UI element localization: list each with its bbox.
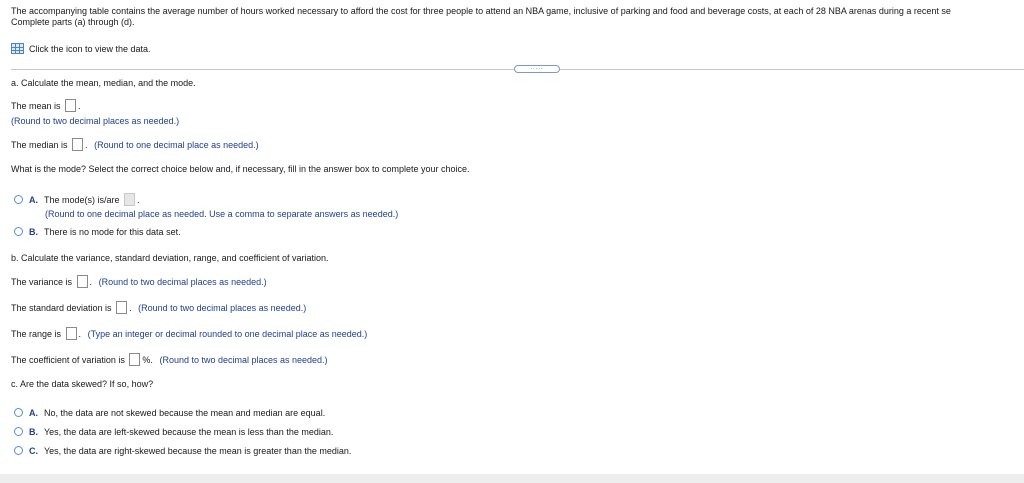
median-hint: (Round to one decimal place as needed.)	[94, 139, 259, 150]
mean-suffix: .	[78, 100, 81, 111]
range-hint: (Type an integer or decimal rounded to one decimal place as needed.)	[87, 328, 368, 339]
cv-suffix: %.	[142, 354, 153, 365]
part-a-heading: a. Calculate the mean, median, and the mode.	[11, 78, 196, 88]
mode-choice-b[interactable]	[14, 227, 181, 237]
data-link-label[interactable]: Click the icon to view the data.	[29, 44, 151, 54]
variance-label: The variance is	[11, 276, 73, 287]
mean-label: The mean is	[11, 100, 61, 111]
mean-input[interactable]	[65, 99, 76, 112]
mode-choice-b-text: There is no mode for this data set.	[44, 227, 181, 237]
mode-choice-b-radio[interactable]	[14, 227, 23, 236]
mode-input[interactable]	[124, 193, 135, 206]
skew-choice-b-text: Yes, the data are left-skewed because the mean is less than the median.	[44, 427, 334, 437]
mode-choice-a-text: The mode(s) is/are	[44, 194, 120, 205]
skew-choice-a-letter: A.	[29, 408, 38, 418]
skew-choice-a-text: No, the data are not skewed because the mean and median are equal.	[44, 408, 326, 418]
skew-choice-a[interactable]	[14, 408, 325, 418]
more-button[interactable]: .....	[514, 65, 560, 73]
mode-choice-a-hint: (Round to one decimal place as needed. Use a comma to separate answers as needed.)	[45, 209, 399, 219]
mean-row	[11, 100, 81, 113]
skew-choice-c-letter: C.	[29, 446, 38, 456]
variance-row	[11, 276, 267, 289]
skew-choice-c[interactable]	[14, 446, 351, 456]
mode-choice-a[interactable]	[14, 194, 140, 207]
skew-choice-b[interactable]	[14, 427, 333, 437]
skew-choice-c-text: Yes, the data are right-skewed because the mean is greater than the median.	[44, 446, 352, 456]
median-row	[11, 139, 259, 152]
skew-choice-b-letter: B.	[29, 427, 38, 437]
variance-input[interactable]	[77, 275, 88, 288]
skew-choice-a-radio[interactable]	[14, 408, 23, 417]
cv-input[interactable]	[129, 353, 140, 366]
table-icon[interactable]	[11, 43, 24, 54]
part-b-heading: b. Calculate the variance, standard deviation, range, and coefficient of variation.	[11, 253, 329, 263]
mode-choice-b-letter: B.	[29, 227, 38, 237]
cv-hint: (Round to two decimal places as needed.)	[159, 354, 328, 365]
sd-input[interactable]	[116, 301, 127, 314]
skew-choice-b-radio[interactable]	[14, 427, 23, 436]
footer-bar	[0, 474, 1024, 483]
part-c-heading: c. Are the data skewed? If so, how?	[11, 379, 154, 389]
mode-suffix: .	[137, 194, 140, 205]
mode-choice-a-radio[interactable]	[14, 195, 23, 204]
range-input[interactable]	[66, 327, 77, 340]
skew-choice-c-radio[interactable]	[14, 446, 23, 455]
cv-label: The coefficient of variation is	[11, 354, 125, 365]
range-label: The range is	[11, 328, 62, 339]
mean-hint: (Round to two decimal places as needed.)	[11, 116, 180, 126]
median-label: The median is	[11, 139, 68, 150]
data-link[interactable]	[11, 44, 151, 55]
median-input[interactable]	[72, 138, 83, 151]
sd-suffix: .	[129, 302, 132, 313]
range-suffix: .	[78, 328, 82, 339]
variance-suffix: .	[89, 276, 93, 287]
cv-row	[11, 354, 328, 367]
mode-choice-a-letter: A.	[29, 194, 38, 205]
sd-label: The standard deviation is	[11, 302, 112, 313]
intro-line-1: The accompanying table contains the average number of hours worked necessary to afford the cost for three people to attend an NBA game, inclusive of parking and food and beverage costs, at each of 28 NBA arenas during a recent se	[11, 6, 951, 16]
variance-hint: (Round to two decimal places as needed.)	[98, 276, 267, 287]
mode-question: What is the mode? Select the correct choice below and, if necessary, fill in the answer box to complete your choice.	[11, 164, 470, 174]
range-row	[11, 328, 367, 341]
intro-line-2: Complete parts (a) through (d).	[11, 17, 135, 27]
sd-row	[11, 302, 306, 315]
median-suffix: .	[85, 139, 88, 150]
sd-hint: (Round to two decimal places as needed.)	[138, 302, 307, 313]
